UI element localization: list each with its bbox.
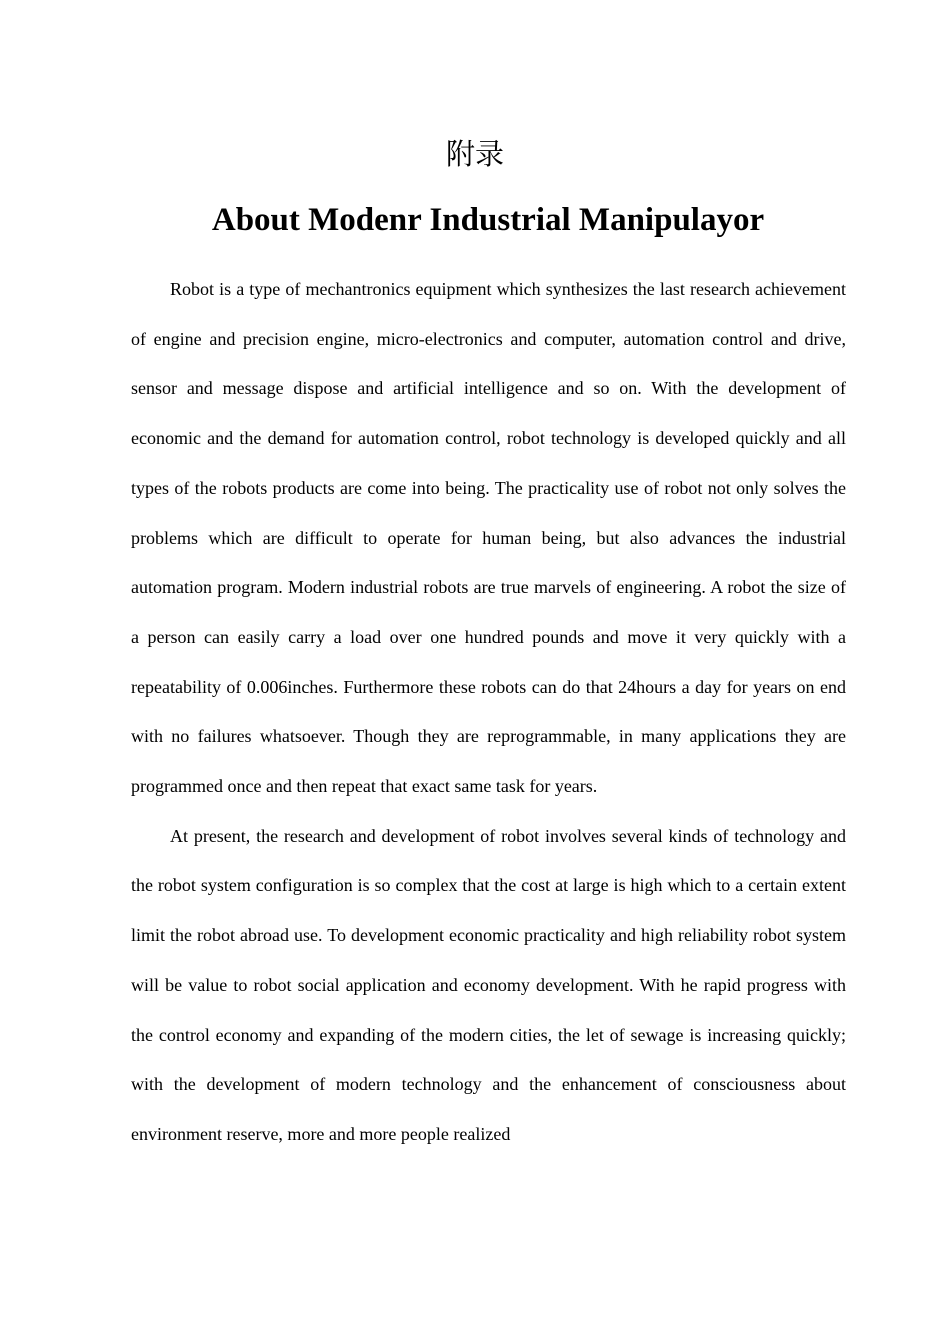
paragraph-1: Robot is a type of mechantronics equipment which synthesizes the last research achievement of engine and precision engine, micro-electronics and computer, automation control and drive, sensor and message dispose and artificial intelligence and so on. With the development of economic and the demand for automation control, robot technology is developed quickly and all types of the robots products are come into being. The practicality use of robot not only solves the problems which are difficult to operate for human being, but also advances the industrial automation program. Modern industrial robots are true marvels of engineering. A robot the size of a person can easily carry a load over one hundred pounds and move it very quickly with a repeatability of 0.006inches. Furthermore these robots can do that 24hours a day for years on end with no failures whatsoever. Though they are reprogrammable, in many applications they are programmed once and then repeat that exact same task for years. (131, 279, 846, 797)
document-title: About Modenr Industrial Manipulayor (211, 202, 765, 238)
appendix-heading: 附录 (445, 137, 504, 171)
document-body (131, 265, 846, 1160)
paragraph-2: At present, the research and development of robot involves several kinds of technology and the robot system configuration is so complex that the cost at large is high which to a certain extent limit the robot abroad use. To development economic practicality and high reliability robot system will be value to robot social application and economy development. With he rapid progress with the control economy and expanding of the modern cities, the let of sewage is increasing quickly; with the development of modern technology and the enhancement of consciousness about environment reserve, more and more people realized (131, 825, 846, 1144)
